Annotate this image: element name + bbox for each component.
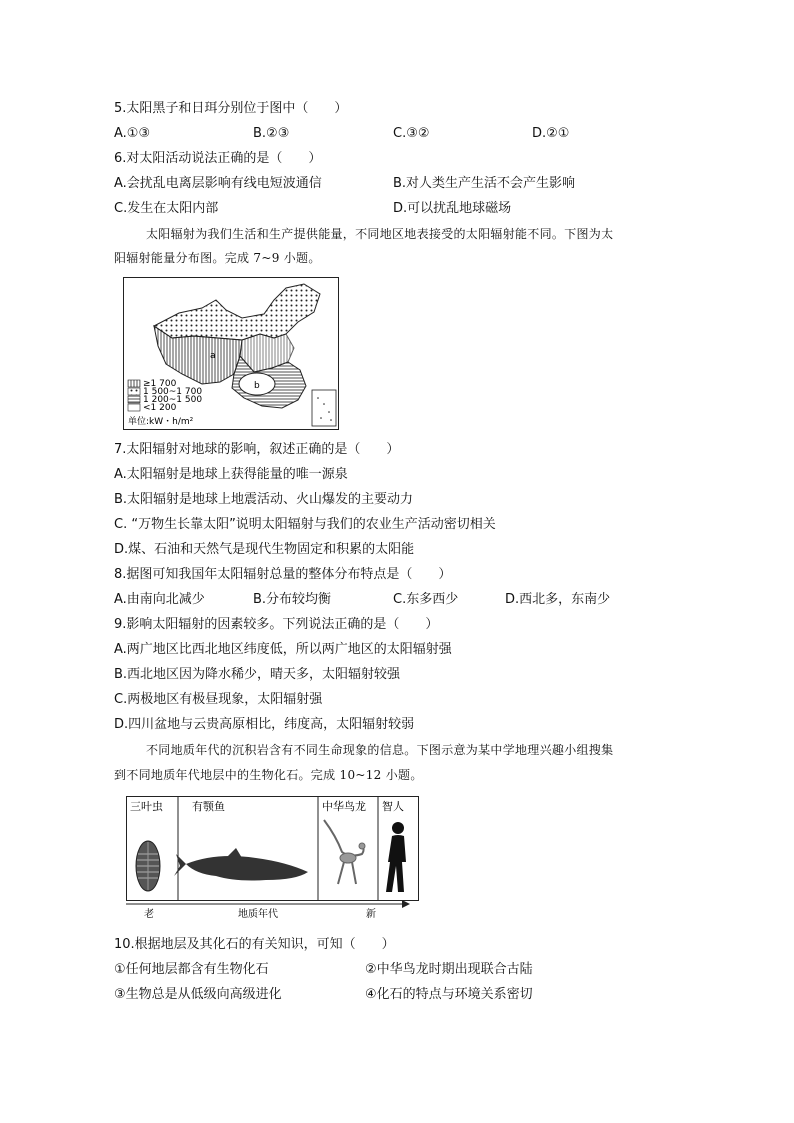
legend-label-1: ≥1 700 (143, 379, 177, 389)
trilobite-illustration (136, 841, 160, 891)
legend-unit: 单位:kW・h/m² (128, 417, 194, 427)
q7-option-b: B.太阳辐射是地球上地震活动、火山爆发的主要动力 (114, 492, 414, 507)
q8-stem: 8.据图可知我国年太阳辐射总量的整体分布特点是（ ） (114, 567, 452, 582)
q7-option-a: A.太阳辐射是地球上获得能量的唯一源泉 (114, 467, 348, 482)
legend-label-3: 1 200~1 500 (143, 395, 203, 405)
map-label-a: a (210, 351, 216, 361)
q8-option-c: C.东多西少 (393, 592, 459, 607)
map-label-b: b (254, 381, 260, 391)
south-sea-inset (312, 390, 336, 426)
q5-option-d: D.②① (532, 126, 570, 141)
legend-swatch-1 (128, 380, 140, 387)
q6-stem: 6.对太阳活动说法正确的是（ ） (114, 151, 322, 166)
china-map-graphic (124, 278, 338, 429)
fossil-timeline-graphic (126, 796, 419, 919)
legend-label-2: 1 500~1 700 (143, 387, 203, 397)
q9-option-c: C.两极地区有极昼现象，太阳辐射强 (114, 692, 323, 707)
q7-stem: 7.太阳辐射对地球的影响，叙述正确的是（ ） (114, 442, 400, 457)
q10-option-3: ③生物总是从低级向高级进化 (114, 987, 282, 1002)
region-dotted (154, 284, 320, 340)
q8-option-b: B.分布较均衡 (253, 592, 332, 607)
q5-option-a: A.①③ (114, 126, 151, 141)
q6-option-c: C.发生在太阳内部 (114, 201, 219, 216)
fossil-timeline-figure (126, 796, 419, 919)
legend-swatch-4 (128, 404, 140, 411)
q9-option-d: D.四川盆地与云贵高原相比，纬度高，太阳辐射较弱 (114, 717, 415, 732)
q10-option-2: ②中华鸟龙时期出现联合古陆 (365, 962, 533, 977)
q10-option-1: ①任何地层都含有生物化石 (114, 962, 269, 977)
q9-stem: 9.影响太阳辐射的因素较多。下列说法正确的是（ ） (114, 617, 439, 632)
q6-option-a: A.会扰乱电离层影响有线电短波通信 (114, 176, 322, 191)
solar-radiation-map (123, 277, 339, 430)
fossil-panel-frame (127, 797, 419, 901)
legend-swatch-3 (128, 396, 140, 403)
axis-title: 地质年代 (238, 909, 278, 919)
intro1-line1: 太阳辐射为我们生活和生产提供能量，不同地区地表接受的太阳辐射能不同。下图为太 (146, 227, 614, 241)
q5-option-b: B.②③ (253, 126, 290, 141)
axis-arrow-icon (402, 900, 410, 908)
q10-stem: 10.根据地层及其化石的有关知识，可知（ ） (114, 937, 395, 952)
panel-label-jawed-fish: 有颚鱼 (192, 800, 225, 813)
intro2-line2: 到不同地质年代地层中的生物化石。完成 10~12 小题。 (114, 768, 423, 782)
q6-option-d: D.可以扰乱地球磁场 (393, 201, 512, 216)
panel-label-sinosauropteryx: 中华鸟龙 (322, 800, 366, 813)
legend-swatch-2 (128, 388, 140, 395)
q10-option-4: ④化石的特点与环境关系密切 (365, 987, 533, 1002)
q9-option-a: A.两广地区比西北地区纬度低，所以两广地区的太阳辐射强 (114, 642, 452, 657)
q8-option-d: D.西北多，东南少 (505, 592, 611, 607)
panel-label-trilobite: 三叶虫 (130, 800, 163, 813)
q9-option-b: B.西北地区因为降水稀少，晴天多，太阳辐射较强 (114, 667, 401, 682)
q7-option-c: C. “万物生长靠太阳”说明太阳辐射与我们的农业生产活动密切相关 (114, 517, 496, 532)
panel-label-homo-sapiens: 智人 (382, 800, 404, 813)
q5-option-c: C.③② (393, 126, 430, 141)
axis-new-label: 新 (366, 909, 376, 919)
q6-option-b: B.对人类生产生活不会产生影响 (393, 176, 576, 191)
intro2-line1: 不同地质年代的沉积岩含有不同生命现象的信息。下图示意为某中学地理兴趣小组搜集 (146, 743, 614, 757)
intro1-line2: 阳辐射能量分布图。完成 7~9 小题。 (114, 251, 321, 265)
axis-old-label: 老 (144, 909, 154, 919)
q5-stem: 5.太阳黑子和日珥分别位于图中（ ） (114, 101, 348, 116)
legend-label-4: <1 200 (143, 403, 177, 413)
q8-option-a: A.由南向北减少 (114, 592, 205, 607)
q7-option-d: D.煤、石油和天然气是现代生物固定和积累的太阳能 (114, 542, 415, 557)
